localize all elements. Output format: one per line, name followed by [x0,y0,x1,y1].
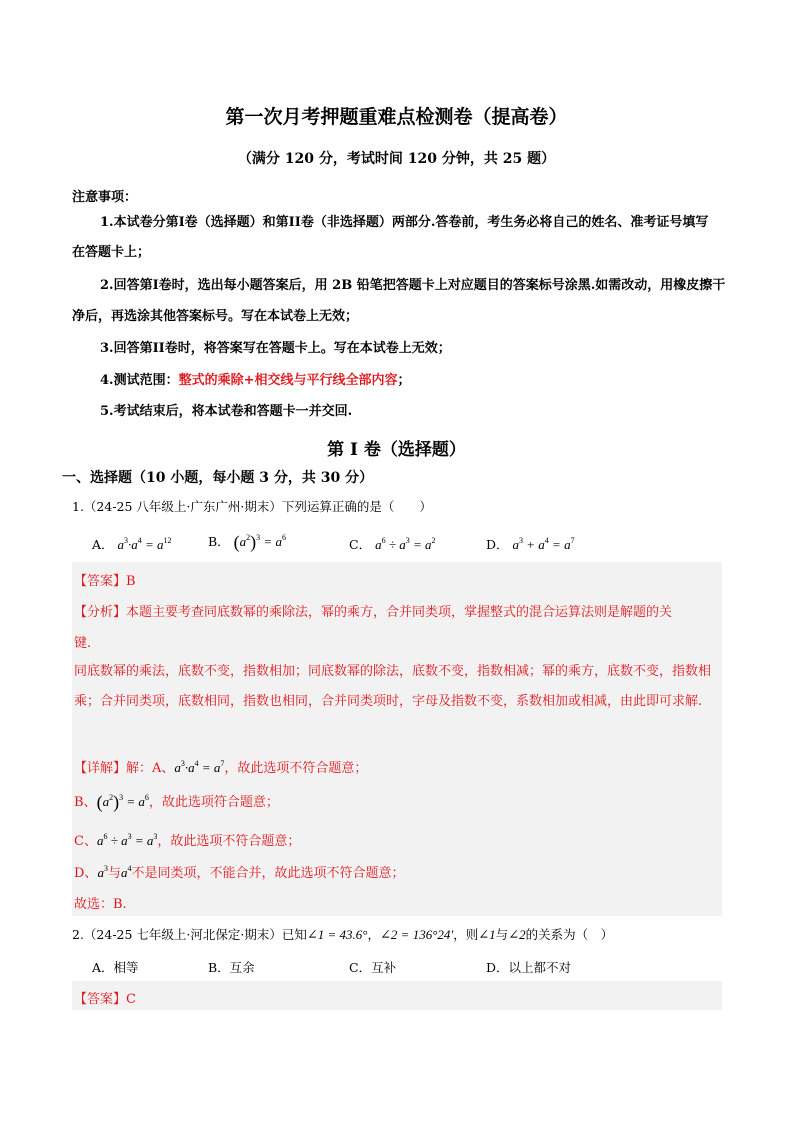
option-a-label: A． [92,537,114,552]
question-1-answer: 【答案】B [74,574,136,589]
q2-stem-prefix: 2.（24-25 七年级上·河北保定·期末）已知 [72,927,307,942]
detail-c-prefix: C、 [74,834,97,849]
note-1-line-2: 在答题卡上； [72,245,151,260]
question-2-answer-box [72,981,722,1010]
question-2-option-a: A．相等 [92,960,139,975]
note-4-suffix: ； [397,373,411,388]
detail-d-term-1: $a^3$ [97,864,108,880]
option-a-formula: $a^3\cdot a^4 = a^{12}$ [117,536,172,552]
detail-a-formula: $a^3\cdot a^4 = a^7$ [174,759,225,775]
note-4 [100,366,411,396]
detail-c-suffix: ，故此选项不符合题意； [157,834,301,849]
option-b-formula: $(a^2)^3 = a^6$ [233,532,286,552]
question-1-analysis-line-2: 键. [74,636,92,651]
detail-d-term-2: $a^4$ [120,864,132,880]
detail-b-suffix: ，故此选项符合题意； [148,795,279,810]
question-1-detail-d [74,862,404,881]
option-c-formula: $a^6 \div a^3 = a^2$ [375,536,436,552]
question-1-detail-b [74,791,279,813]
q2-rel-2: ∠2 [508,927,526,942]
part-title: 一、选择题（10 小题，每小题 3 分，共 30 分） [62,470,374,486]
question-1-option-a [92,535,172,553]
detail-c-formula: $a^6 \div a^3 = a^3$ [96,832,158,848]
q2-rel-1: ∠1 [478,927,496,942]
option-d-label: D． [486,537,509,552]
q2-stem-mid: ，则 [453,927,479,942]
note-4-prefix: 4.测试范围： [100,373,179,388]
detail-a-suffix: ，故此选项不符合题意； [224,761,368,776]
note-3: 3.回答第II卷时，将答案写在答题卡上。写在本试卷上无效； [100,341,451,356]
note-4-scope: 整式的乘除+相交线与平行线全部内容 [178,373,398,388]
question-1-stem: 1.（24-25 八年级上·广东广州·期末）下列运算正确的是（ ） [72,499,432,514]
detail-d-mid: 与 [107,866,121,881]
question-1-choose: 故选：B. [74,897,127,912]
page-title: 第一次月考押题重难点检测卷（提高卷） [225,106,568,128]
detail-d-suffix: 不是同类项，不能合并，故此选项不符合题意； [131,866,405,881]
section-title: 第 I 卷（选择题） [327,440,466,460]
q2-stem-suffix: 的关系为（ ） [525,927,614,942]
question-2-option-c: C．互补 [349,960,397,975]
question-1-analysis-body: 同底数幂的乘法，底数不变，指数相加；同底数幂的除法，底数不变，指数相减；幂的乘方，底数不变，指数相乘；合并同类项，底数相同，指数也相同，合并同类项时，字母及指数不变，系数相加或相减，由此即可求解. [74,664,712,709]
question-1-detail-a [74,757,367,776]
note-2-line-2: 净后，再选涂其他答案标号。写在本试卷上无效； [72,309,359,324]
question-2-stem [72,925,613,943]
note-2-line-1: 2.回答第I卷时，选出每小题答案后，用 2B 铅笔把答题卡上对应题目的答案标号涂黑.如需改动，用橡皮擦干 [100,278,726,293]
option-b-label: B． [208,534,230,549]
notes-heading: 注意事项： [72,190,138,205]
q2-angle-2: ∠2 = 136°24′ [380,927,454,942]
question-2-option-d: D．以上都不对 [486,960,572,975]
option-c-label: C． [349,537,372,552]
question-1-detail-c [74,830,300,849]
note-5: 5.考试结束后，将本试卷和答题卡一并交回. [100,404,353,419]
question-1-option-c [349,535,435,553]
question-2-option-b: B．互余 [208,960,255,975]
page-subtitle: （满分 120 分，考试时间 120 分钟，共 25 题） [237,151,556,167]
detail-b-prefix: B、 [74,795,97,810]
question-1-analysis-line-1: 【分析】本题主要考查同底数幂的乘除法，幂的乘方，合并同类项，掌握整式的混合运算法则是解题的关 [74,605,673,620]
q2-sep: ， [367,927,381,942]
detail-prefix: 【详解】解：A、 [74,761,175,776]
detail-d-prefix: D、 [74,866,98,881]
detail-b-formula: $(a^2)^3 = a^6$ [96,792,149,812]
q2-rel-and: 与 [495,927,509,942]
question-1-option-b [208,532,286,553]
question-1-option-d [486,535,575,553]
question-2-answer: 【答案】C [74,992,136,1007]
option-d-formula: $a^3 + a^4 = a^7$ [512,536,575,552]
note-1-line-1: 1.本试卷分第I卷（选择题）和第II卷（非选择题）两部分.答卷前，考生务必将自己的姓名、准考证号填写 [100,215,709,230]
q2-angle-1: ∠1 = 43.6° [306,927,368,942]
